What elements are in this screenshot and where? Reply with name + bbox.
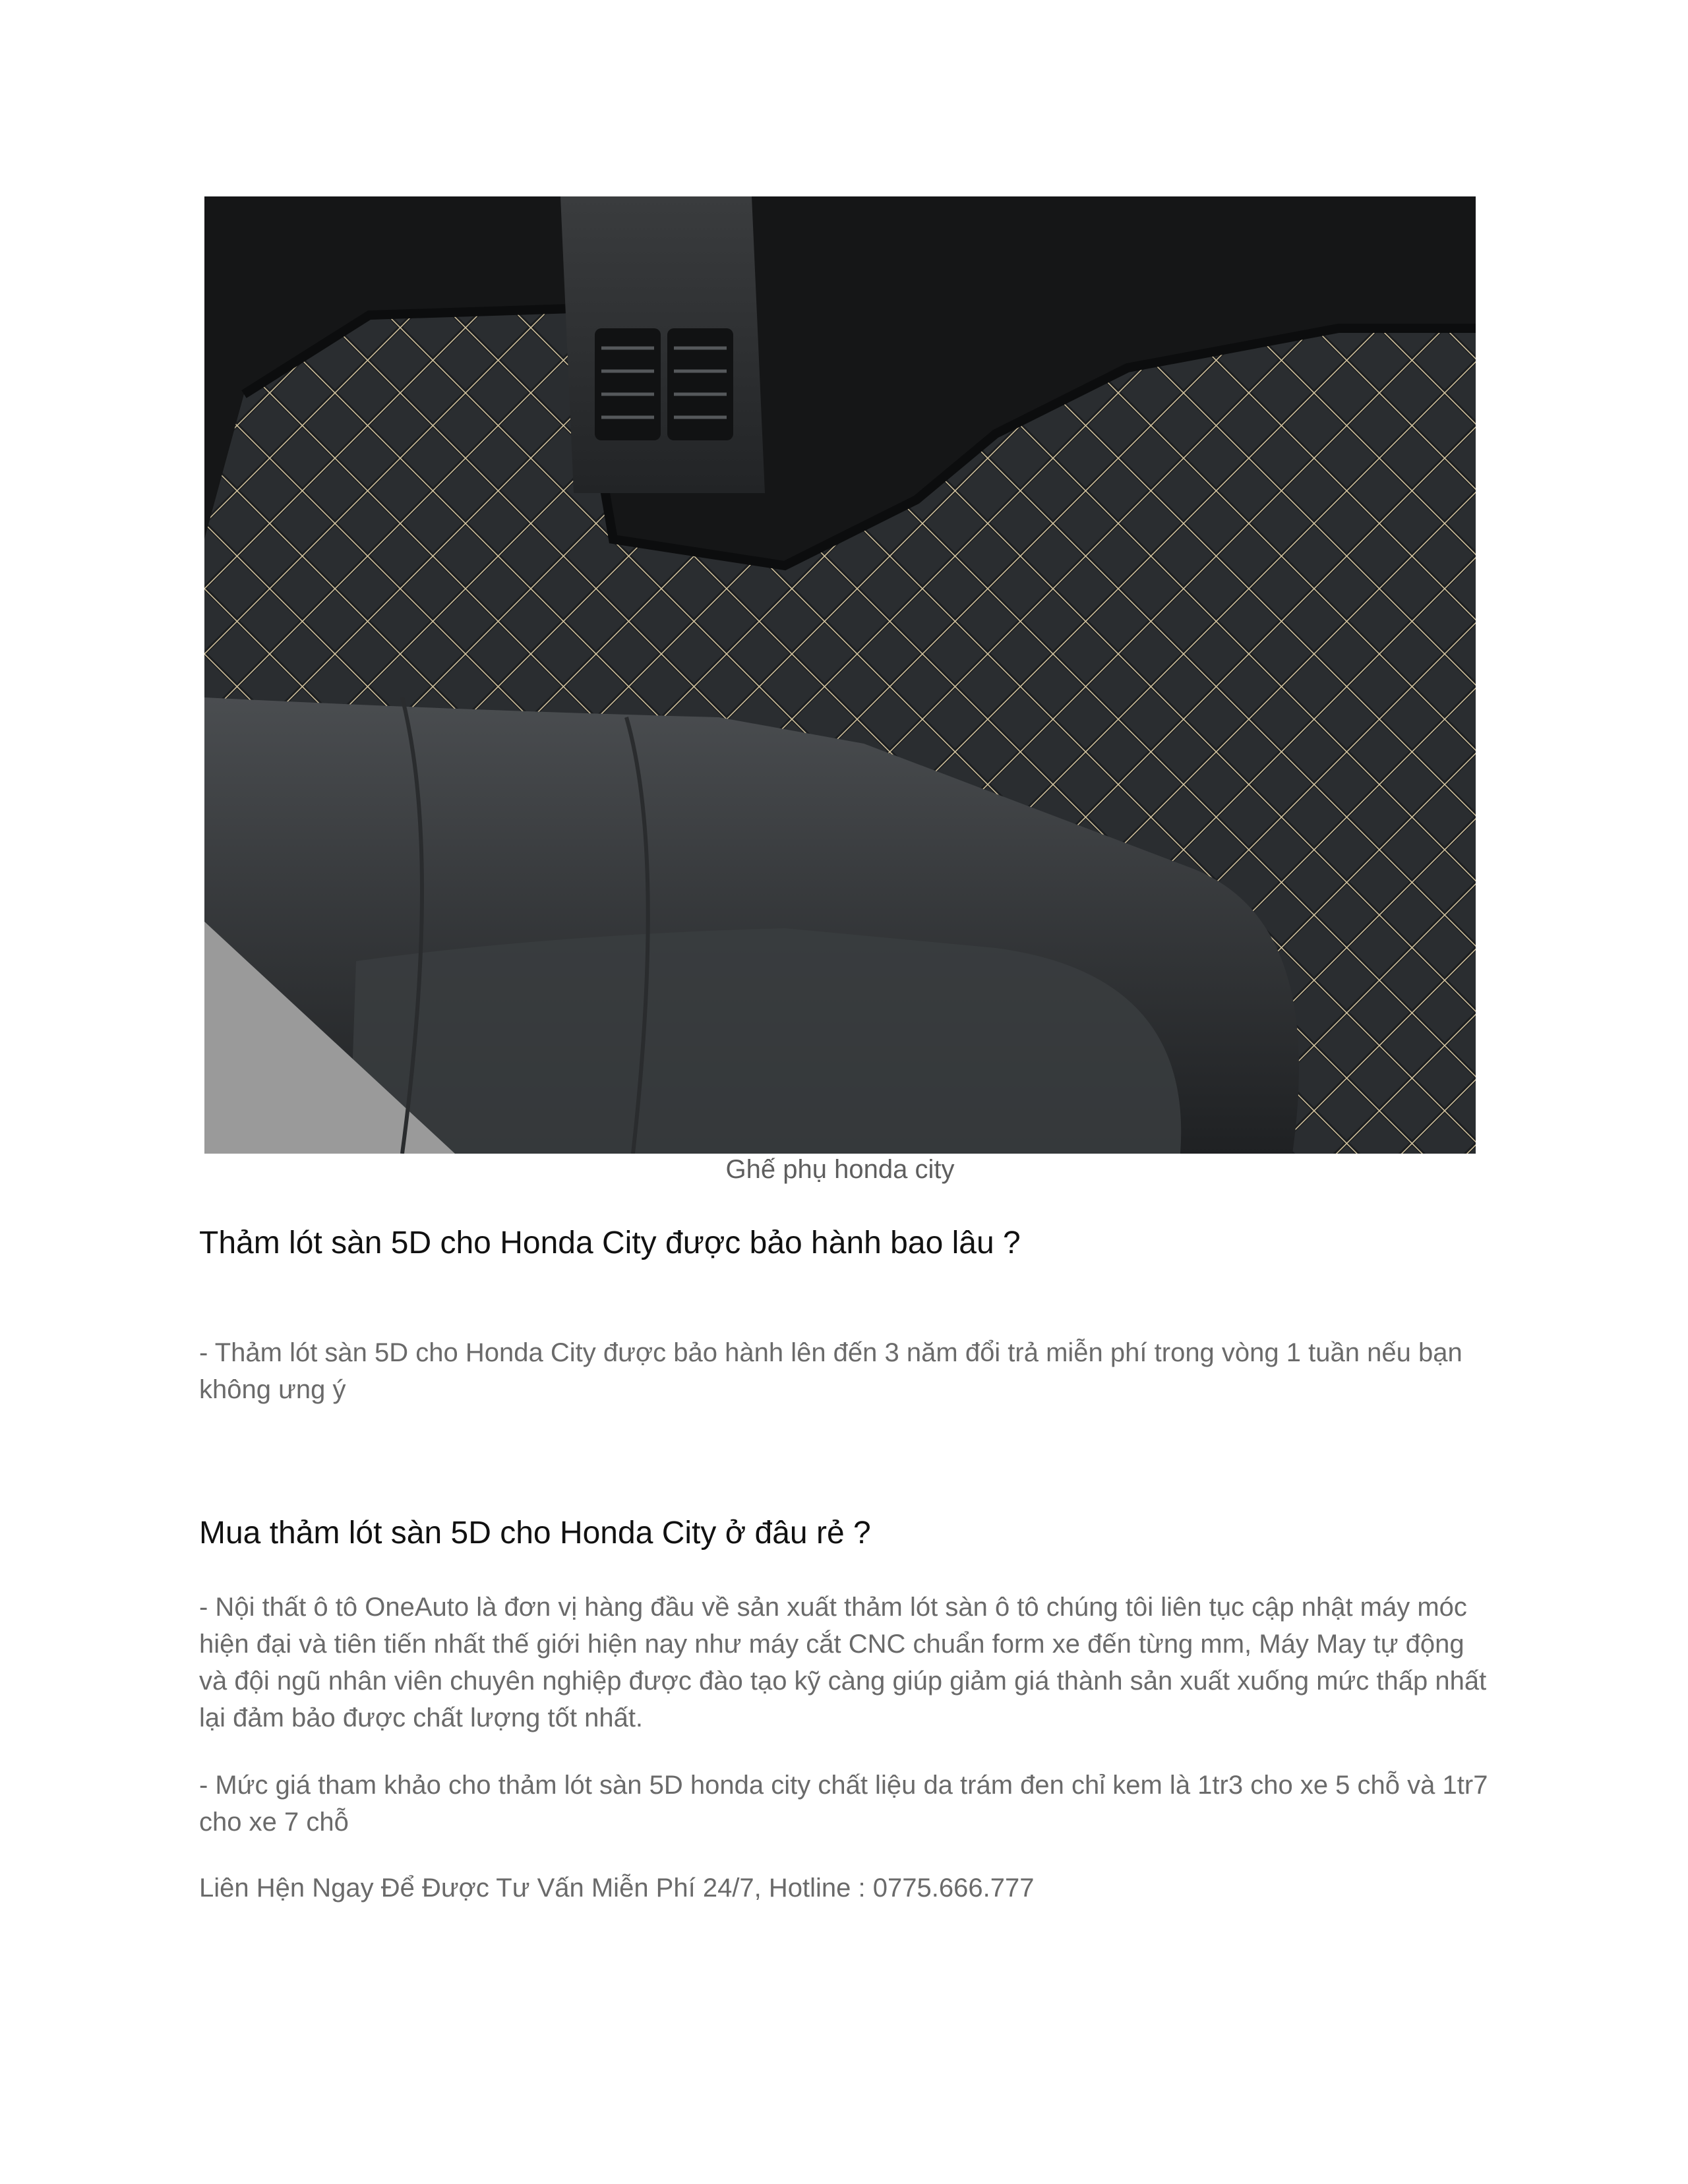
section-heading-where-to-buy: Mua thảm lót sàn 5D cho Honda City ở đâu rẻ ? — [199, 1516, 871, 1550]
image-caption: Ghế phụ honda city — [725, 1155, 955, 1184]
car-floor-mat-photo — [204, 196, 1476, 1154]
section-heading-warranty: Thảm lót sàn 5D cho Honda City được bảo hành bao lâu ? — [199, 1225, 1021, 1260]
company-paragraph: - Nội thất ô tô OneAuto là đơn vị hàng đầu về sản xuất thảm lót sàn ô tô chúng tôi liên tục cập nhật máy móc hiện đại và tiên tiến nhất thế giới hiện nay như máy cắt CNC chuẩn form xe đến từng mm, Máy May tự động và đội ngũ nhân viên chuyên nghiệp được đào tạo kỹ càng giúp giảm giá thành sản xuất xuống mức thấp nhất lại đảm bảo được chất lượng tốt nhất. — [199, 1593, 1487, 1732]
price-paragraph: - Mức giá tham khảo cho thảm lót sàn 5D honda city chất liệu da trám đen chỉ kem là 1tr3 cho xe 5 chỗ và 1tr7 cho xe 7 chỗ — [199, 1771, 1488, 1837]
warranty-paragraph: - Thảm lót sàn 5D cho Honda City được bảo hành lên đến 3 năm đổi trả miễn phí trong vòng 1 tuần nếu bạn không ưng ý — [199, 1338, 1462, 1404]
contact-hotline: Liên Hện Ngay Để Được Tư Vấn Miễn Phí 24/7, Hotline : 0775.666.777 — [199, 1874, 1035, 1903]
